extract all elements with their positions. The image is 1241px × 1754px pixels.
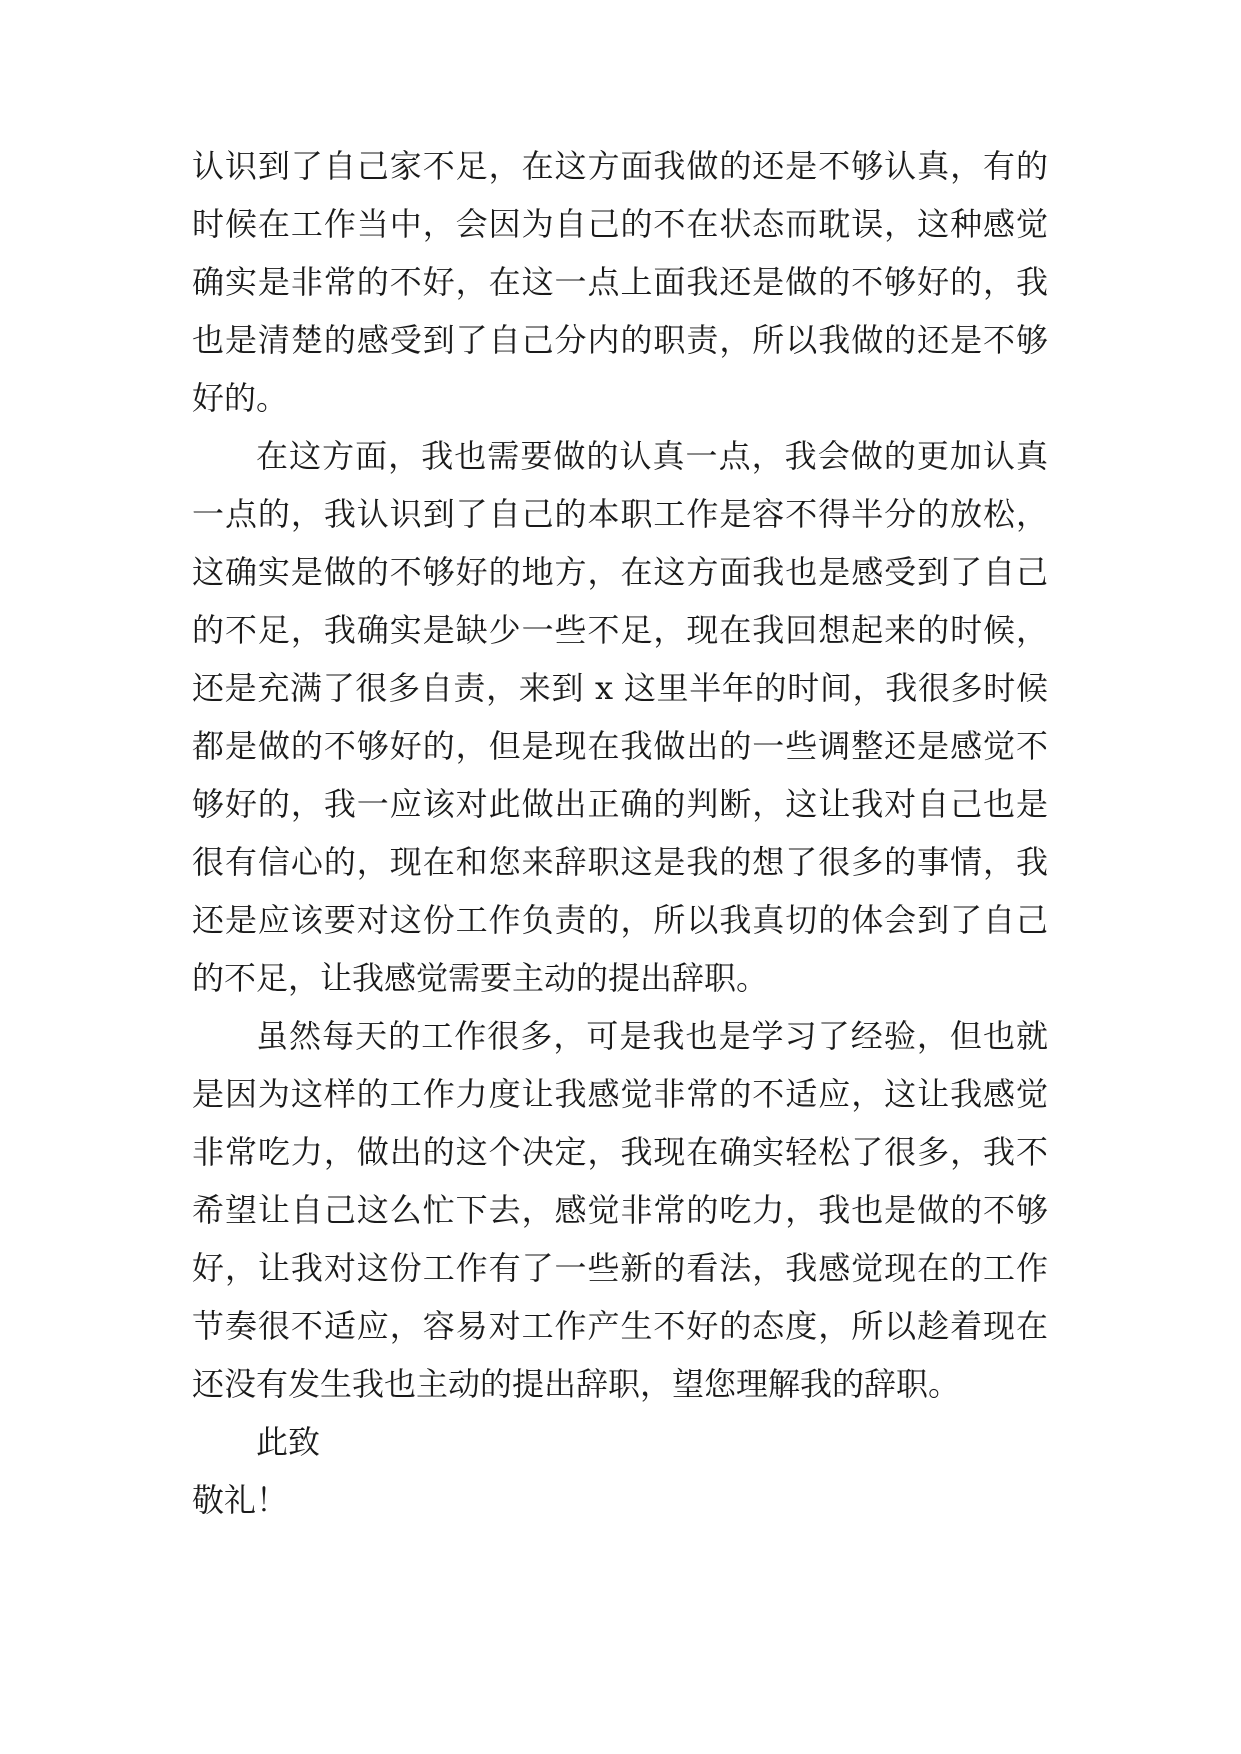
text-line: 都是做的不够好的，但是现在我做出的一些调整还是感觉不 <box>192 727 1048 765</box>
text-line: 还没有发生我也主动的提出辞职，望您理解我的辞职。 <box>192 1365 961 1403</box>
text-line: 够好的，我一应该对此做出正确的判断，这让我对自己也是 <box>192 785 1048 823</box>
text-line: 也是清楚的感受到了自己分内的职责，所以我做的还是不够 <box>192 321 1048 359</box>
closing-regards: 敬礼！ <box>192 1481 289 1519</box>
text-line: 这确实是做的不够好的地方，在这方面我也是感受到了自己 <box>192 553 1048 591</box>
text-line: 好的。 <box>192 379 289 417</box>
text-line: 确实是非常的不好，在这一点上面我还是做的不够好的，我 <box>192 263 1048 301</box>
text-line: 时候在工作当中，会因为自己的不在状态而耽误，这种感觉 <box>192 205 1048 243</box>
text-line: 还是应该要对这份工作负责的，所以我真切的体会到了自己 <box>192 901 1048 939</box>
closing-salutation: 此致 <box>256 1423 321 1461</box>
text-line: 非常吃力，做出的这个决定，我现在确实轻松了很多，我不 <box>192 1133 1048 1171</box>
paragraph-first-line: 在这方面，我也需要做的认真一点，我会做的更加认真 <box>256 437 1048 475</box>
text-line: 还是充满了很多自责，来到 x 这里半年的时间，我很多时候 <box>192 669 1048 707</box>
text-line: 的不足，让我感觉需要主动的提出辞职。 <box>192 959 769 997</box>
text-line: 的不足，我确实是缺少一些不足，现在我回想起来的时候， <box>192 611 1048 649</box>
text-line: 是因为这样的工作力度让我感觉非常的不适应，这让我感觉 <box>192 1075 1048 1113</box>
text-line: 一点的，我认识到了自己的本职工作是容不得半分的放松， <box>192 495 1048 533</box>
text-line: 节奏很不适应，容易对工作产生不好的态度，所以趁着现在 <box>192 1307 1048 1345</box>
text-line: 很有信心的，现在和您来辞职这是我的想了很多的事情，我 <box>192 843 1048 881</box>
text-line: 认识到了自己家不足，在这方面我做的还是不够认真，有的 <box>192 147 1048 185</box>
text-line: 希望让自己这么忙下去，感觉非常的吃力，我也是做的不够 <box>192 1191 1048 1229</box>
paragraph-first-line: 虽然每天的工作很多，可是我也是学习了经验，但也就 <box>256 1017 1048 1055</box>
text-line: 好，让我对这份工作有了一些新的看法，我感觉现在的工作 <box>192 1249 1048 1287</box>
